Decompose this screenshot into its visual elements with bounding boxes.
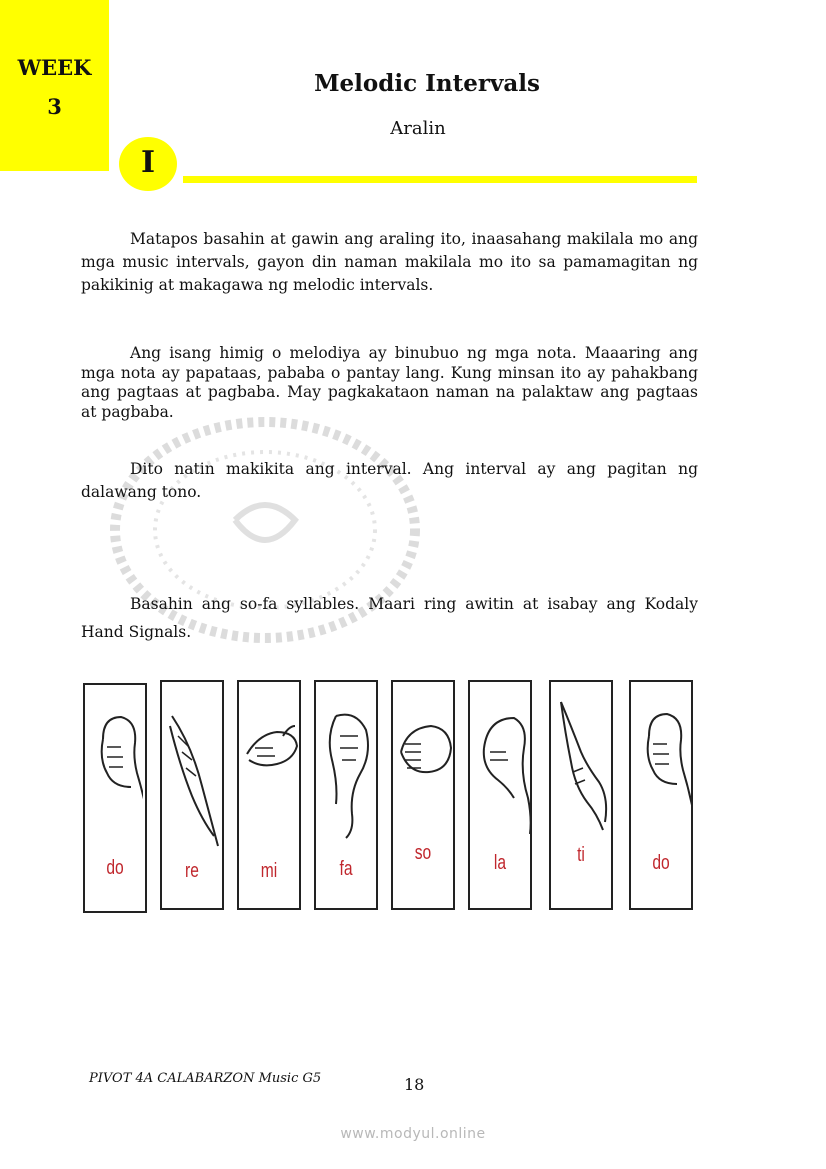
paragraph-melody: Ang isang himig o melodiya ay binubuo ng mga nota. Maaaring ang mga nota ay papataas, pababa o pantay lang. Kung minsan ito ay pahakbang ang pagtaas at pagbaba. May pagkakataon naman na palaktaw ang pagtaas at pagbaba. <box>81 344 698 421</box>
syllable-label: fa <box>339 858 353 880</box>
drooped-hand-icon <box>474 696 530 846</box>
hand-signal-card-so <box>391 680 455 910</box>
hand-signal-card-fa <box>314 680 378 910</box>
hand-signal-card-ti <box>549 680 613 910</box>
hand-signal-card-do <box>83 683 147 913</box>
week-badge <box>0 0 109 171</box>
fist-icon <box>89 699 143 819</box>
hand-signal-card-do-high <box>629 680 693 910</box>
section-letter: I <box>140 145 156 180</box>
syllable-label: re <box>185 860 199 882</box>
syllable-label: do <box>652 852 670 874</box>
section-marker <box>119 137 177 191</box>
section-divider <box>183 176 697 183</box>
hand-signal-card-mi <box>237 680 301 910</box>
site-watermark: www.modyul.online <box>340 1126 486 1142</box>
syllable-label: ti <box>577 844 585 866</box>
page-number: 18 <box>404 1075 425 1094</box>
fist-icon <box>635 696 691 826</box>
thumb-down-icon <box>320 696 376 856</box>
pointing-up-icon <box>555 696 611 846</box>
hand-signal-card-la <box>468 680 532 910</box>
week-number: 3 <box>47 94 62 119</box>
syllable-label: so <box>414 842 432 864</box>
paragraph-instructions: Basahin ang so-fa syllables. Maari ring awitin at isabay ang Kodaly Hand Signals. <box>81 595 698 641</box>
hand-signal-card-re <box>160 680 224 910</box>
footer-source: PIVOT 4A CALABARZON Music G5 <box>89 1071 322 1086</box>
week-label: WEEK <box>17 55 92 80</box>
syllable-label: do <box>106 857 124 879</box>
syllable-label: la <box>493 852 507 874</box>
paragraph-interval: Dito natin makikita ang interval. Ang interval ay ang pagitan ng dalawang tono. <box>81 460 698 501</box>
paragraph-objective: Matapos basahin at gawin ang araling ito, inaasahang makilala mo ang mga music intervals, gayon din naman makilala mo ito sa pamamagitan ng pakikinig at makagawa ng melodic intervals. <box>81 230 698 294</box>
flat-hand-icon <box>243 696 299 816</box>
syllable-label: mi <box>260 860 278 882</box>
page-subtitle: Aralin <box>390 118 446 139</box>
flat-palm-icon <box>397 696 453 816</box>
slanted-hand-icon <box>166 696 220 866</box>
kodaly-hand-signals <box>82 680 704 918</box>
page-title: Melodic Intervals <box>314 70 540 97</box>
